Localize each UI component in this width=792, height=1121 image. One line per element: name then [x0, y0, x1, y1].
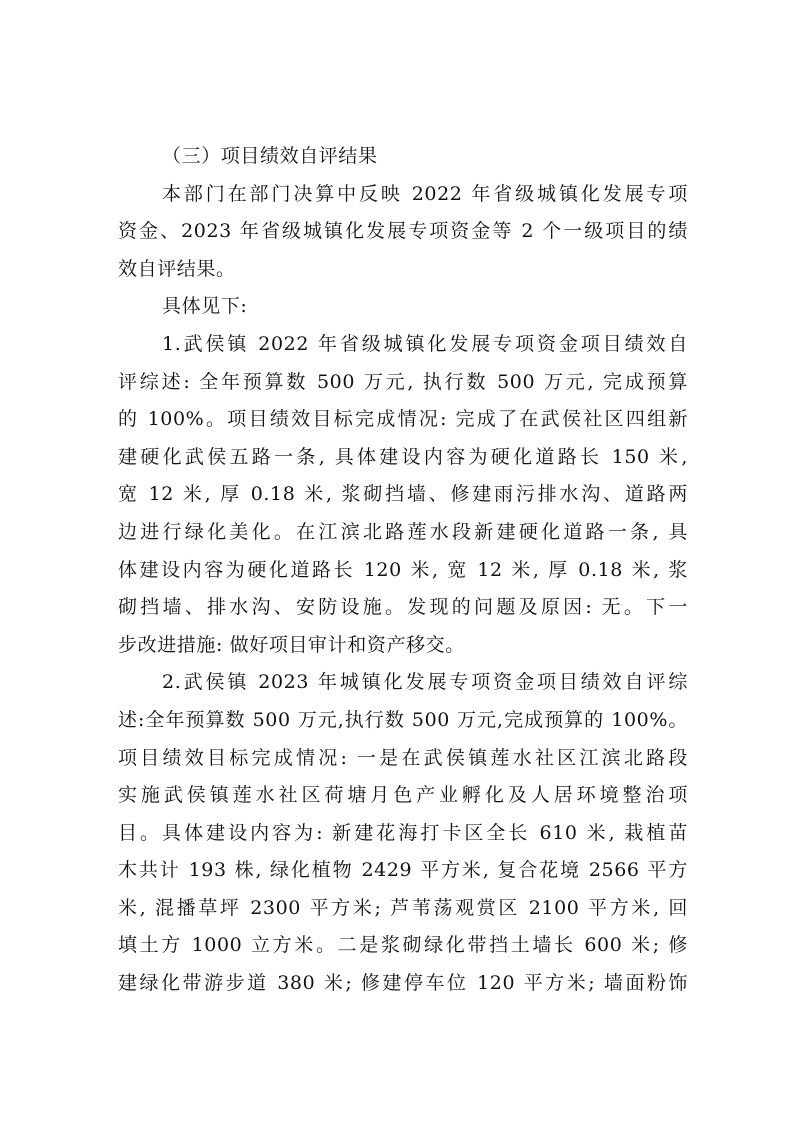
- item1-line: 评综述: 全年预算数 500 万元, 执行数 500 万元, 完成预算: [118, 370, 688, 393]
- item1-line: 体建设内容为硬化道路长 120 米, 宽 12 米, 厚 0.18 米, 浆: [118, 558, 688, 581]
- item1-line: 建硬化武侯五路一条, 具体建设内容为硬化道路长 150 米,: [118, 445, 688, 468]
- item2-line: 目。具体建设内容为: 新建花海打卡区全长 610 米, 栽植苗: [118, 821, 688, 844]
- intro-line: 本部门在部门决算中反映 2022 年省级城镇化发展专项: [162, 182, 688, 205]
- item2-line: 木共计 193 株, 绿化植物 2429 平方米, 复合花境 2566 平方: [118, 859, 688, 882]
- item2-line: 2.武侯镇 2023 年城镇化发展专项资金项目绩效自评综: [162, 671, 688, 694]
- item1-line: 宽 12 米, 厚 0.18 米, 浆砌挡墙、修建雨污排水沟、道路两: [118, 483, 688, 506]
- item1-line: 边进行绿化美化。在江滨北路莲水段新建硬化道路一条, 具: [118, 520, 688, 543]
- intro-line: 资金、2023 年省级城镇化发展专项资金等 2 个一级项目的绩: [118, 220, 688, 243]
- section-heading: （三）项目绩效自评结果: [162, 145, 378, 167]
- item2-line: 米, 混播草坪 2300 平方米; 芦苇荡观赏区 2100 平方米, 回: [118, 896, 688, 919]
- item2-line: 述:全年预算数 500 万元,执行数 500 万元,完成预算的 100%。: [118, 708, 688, 731]
- item1-line: 1.武侯镇 2022 年省级城镇化发展专项资金项目绩效自: [162, 332, 688, 355]
- details-intro: 具体见下:: [162, 295, 248, 318]
- item1-line: 砌挡墙、排水沟、安防设施。发现的问题及原因: 无。下一: [118, 596, 688, 619]
- item1-line: 的 100%。项目绩效目标完成情况: 完成了在武侯社区四组新: [118, 408, 688, 431]
- document-body: [118, 138, 688, 1003]
- item2-line: 项目绩效目标完成情况: 一是在武侯镇莲水社区江滨北路段: [118, 746, 688, 769]
- item2-line: 建绿化带游步道 380 米; 修建停车位 120 平方米; 墙面粉饰: [118, 972, 688, 995]
- intro-line: 效自评结果。: [118, 257, 236, 280]
- item1-line: 步改进措施: 做好项目审计和资产移交。: [118, 633, 465, 656]
- item2-line: 填土方 1000 立方米。二是浆砌绿化带挡土墙长 600 米; 修: [118, 934, 688, 957]
- item2-line: 实施武侯镇莲水社区荷塘月色产业孵化及人居环境整治项: [118, 784, 688, 807]
